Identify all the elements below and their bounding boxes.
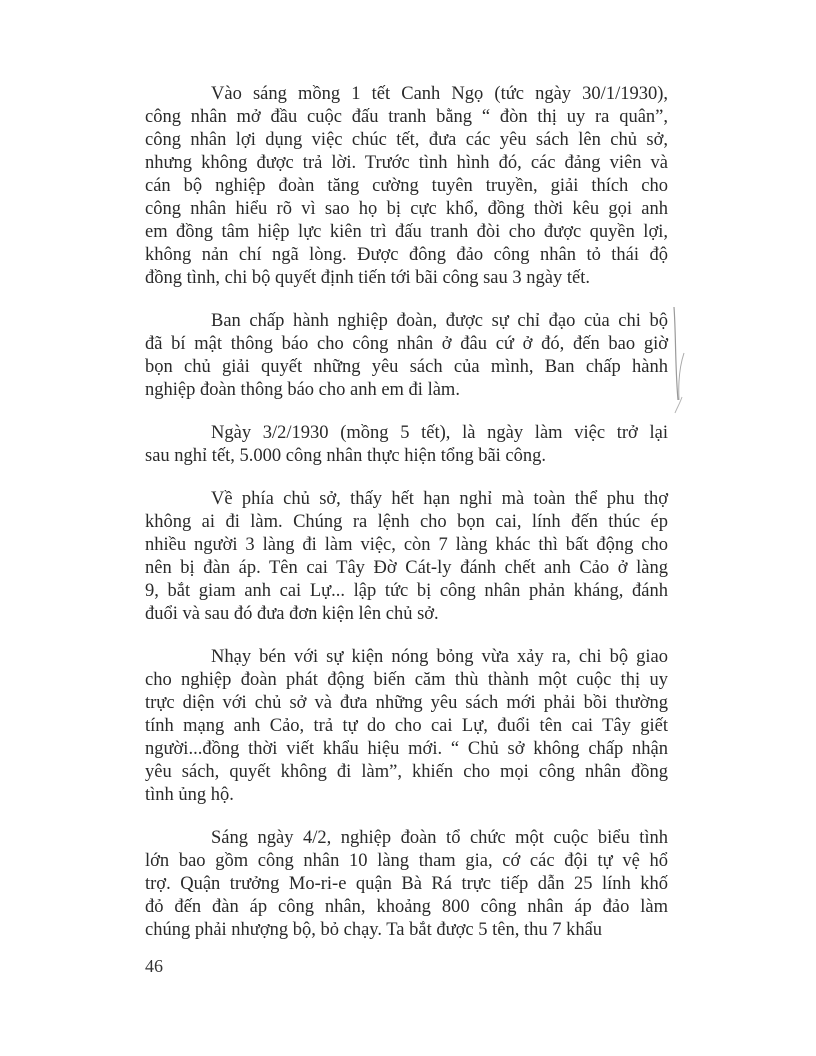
pencil-margin-mark [668,305,708,415]
text-line: đồng tình, chi bộ quyết định tiến tới bãi công sau 3 ngày tết. [145,268,590,288]
text-line: tình ủng hộ. [145,785,234,805]
text-line: công nhân mở đầu cuộc đấu tranh bằng “ đòn thị uy ra quân”, [145,107,668,127]
paragraph [145,310,668,402]
text-line: nên bị đàn áp. Tên cai Tây Đờ Cát-ly đánh chết anh Cảo ở làng [145,558,668,578]
body-text [145,83,668,942]
text-line: tính mạng anh Cảo, trả tự do cho cai Lự, đuổi tên cai Tây giết [145,716,668,736]
paragraph-gap [145,468,668,488]
text-line: chúng phải nhượng bộ, bỏ chạy. Ta bắt được 5 tên, thu 7 khẩu [145,920,603,940]
text-line: nhiều người 3 làng đi làm việc, còn 7 làng khác thì bất động cho [145,535,668,555]
text-line: nhưng không được trả lời. Trước tình hình đó, các đảng viên và [145,153,668,173]
text-line: 9, bắt giam anh cai Lự... lập tức bị công nhân phản kháng, đánh [145,581,668,601]
text-line: không ai đi làm. Chúng ra lệnh cho bọn cai, lính đến thúc ép [145,512,668,532]
page-number: 46 [145,956,163,976]
text-line: công nhân hiểu rõ vì sao họ bị cực khổ, đồng thời kêu gọi anh [145,199,668,219]
paragraph [145,488,668,626]
text-line: trợ. Quận trưởng Mo-ri-e quận Bà Rá trực tiếp dẫn 25 lính khố [145,874,668,894]
text-line: cán bộ nghiệp đoàn tăng cường tuyên truyền, giải thích cho [145,176,668,196]
text-line: lớn bao gồm công nhân 10 làng tham gia, cớ các đội tự vệ hổ [145,851,668,871]
paragraph-gap [145,290,668,310]
paragraph [145,83,668,290]
text-line: Sáng ngày 4/2, nghiệp đoàn tổ chức một cuộc biểu tình [211,828,668,848]
text-line: Về phía chủ sở, thấy hết hạn nghỉ mà toàn thể phu thợ [211,489,668,509]
text-line: công nhân lợi dụng việc chúc tết, đưa các yêu sách lên chủ sở, [145,130,668,150]
text-line: bọn chủ giải quyết những yêu sách của mình, Ban chấp hành [145,357,668,377]
text-line: Vào sáng mồng 1 tết Canh Ngọ (tức ngày 30/1/1930), [211,84,668,104]
paragraph [145,827,668,942]
text-line: yêu sách, quyết không đi làm”, khiến cho mọi công nhân đồng [145,762,668,782]
text-line: trực diện với chủ sở và đưa những yêu sách mới phải bồi thường [145,693,668,713]
paragraph-gap [145,807,668,827]
text-line: nghiệp đoàn thông báo cho anh em đi làm. [145,380,460,400]
text-line: người...đồng thời viết khẩu hiệu mới. “ Chủ sở không chấp nhận [145,739,668,759]
text-line: Nhạy bén với sự kiện nóng bỏng vừa xảy ra, chi bộ giao [211,647,668,667]
text-line: Ngày 3/2/1930 (mồng 5 tết), là ngày làm việc trở lại [211,423,668,443]
paragraph-gap [145,626,668,646]
text-line: cho nghiệp đoàn phát động biến căm thù thành một cuộc thị uy [145,670,668,690]
text-line: đã bí mật thông báo cho công nhân ở đâu cứ ở đó, đến bao giờ [145,334,668,354]
text-line: đỏ đến đàn áp công nhân, khoảng 800 công nhân áp đảo làm [145,897,668,917]
paragraph [145,646,668,807]
text-line: đuổi và sau đó đưa đơn kiện lên chủ sở. [145,604,439,624]
text-line: Ban chấp hành nghiệp đoàn, được sự chỉ đạo của chi bộ [211,311,668,331]
text-line: không nản chí ngã lòng. Được đông đảo công nhân tỏ thái độ [145,245,668,265]
text-line: sau nghỉ tết, 5.000 công nhân thực hiện tổng bãi công. [145,446,547,466]
paragraph [145,422,668,468]
paragraph-gap [145,402,668,422]
text-line: em đồng tâm hiệp lực kiên trì đấu tranh đòi cho được quyền lợi, [145,222,668,242]
